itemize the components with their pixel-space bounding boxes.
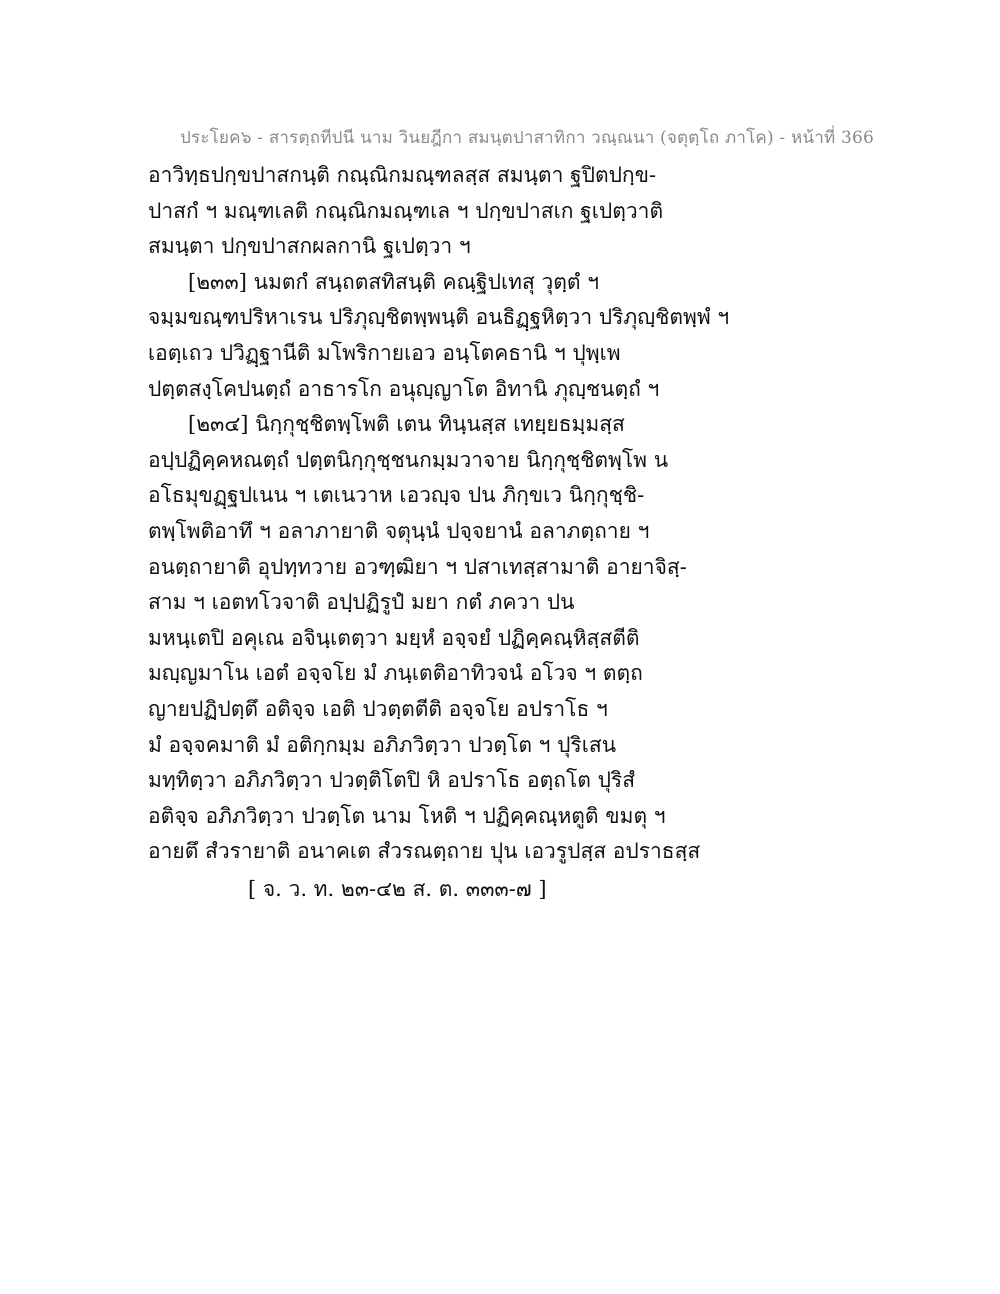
body-line: อนตฺถายาติ อุปทฺทวาย อวฑฺฒิยา ฯ ปสาเทสฺสามาติ อายาจิสฺ- [148,554,687,579]
body-line: มํ อจฺจคมาติ มํ อติกฺกมฺม อภิภวิตฺวา ปวตฺโต ฯ ปุริเสน [148,732,617,757]
body-line: อติจฺจ อภิภวิตฺวา ปวตฺโต นาม โหติ ฯ ปฏิคฺคณฺหตูติ ขมตุ ฯ [148,803,666,828]
page-header: ประโยค๖ - สารตฺถทีปนี นาม วินยฎีกา สมนฺตปาสาทิกา วณฺณนา (จตุตฺโถ ภาโค) - หน้าที่ 366 [180,128,875,148]
body-line: สมนฺตา ปกฺขปาสกผลกานิ ฐเปตฺวา ฯ [148,234,471,259]
body-line: มหนฺเตปิ อคุเณ อจินฺเตตฺวา มยฺหํ อจฺจยํ ปฏิคฺคณฺหิสฺสตีติ [148,625,640,650]
body-line-paragraph-start: [๒๓๔] นิกฺกุชฺชิตพฺโพติ เตน ทินฺนสฺส เทยฺยธมฺมสฺส [188,412,625,437]
body-line: มทฺทิตฺวา อภิภวิตฺวา ปวตฺติโตปิ หิ อปราโธ อตฺถโต ปุริสํ [148,768,636,793]
body-line: ตพฺโพติอาทึ ฯ อลาภายาติ จตุนฺนํ ปจฺจยานํ อลาภตฺถาย ฯ [148,518,650,543]
body-line: อโธมุขฏฺฐปเนน ฯ เตเนวาห เอวญฺจ ปน ภิกฺขเว นิกฺกุชฺชิ- [148,483,645,508]
body-line: ญายปฏิปตฺตึ อติจฺจ เอติ ปวตฺตตีติ อจฺจโย อปราโธ ฯ [148,696,608,721]
body-line: สาม ฯ เอตทโวจาติ อปฺปฏิรูปํ มยา กตํ ภควา ปน [148,590,575,615]
body-line: อปฺปฏิคฺคหณตฺถํ ปตฺตนิกฺกุชฺชนกมฺมวาจาย นิกฺกุชฺชิตพฺโพ น [148,447,669,472]
body-line: เอตฺเถว ปวิฏฺฐานีติ มโพริกายเอว อนฺโตคธานิ ฯ ปุพฺเพ [148,340,621,365]
body-line: ปาสกํ ฯ มณฺฑเลติ กณฺณิกมณฺฑเล ฯ ปกฺขปาสเก ฐเปตฺวาติ [148,198,664,223]
body-line: มญฺญมาโน เอตํ อจฺจโย มํ ภนฺเตติอาทิวจนํ อโวจ ฯ ตตฺถ [148,661,643,686]
body-text [148,158,848,907]
body-line: อาวิทฺธปกฺขปาสกนฺติ กณฺณิกมณฺฑลสฺส สมนฺตา ฐปิตปกฺข- [148,163,657,187]
body-line-paragraph-start: [๒๓๓] นมตกํ สนฺถตสทิสนฺติ คณฺฐิปเทสุ วุตฺตํ ฯ [188,269,600,294]
body-line: อายตึ สํวรายาติ อนาคเต สํวรณตฺถาย ปุน เอวรูปสฺส อปราธสฺส [148,839,701,864]
reference-citation: [ จ. ว. ท. ๒๓-๔๒ ส. ต. ๓๓๓-๗ ] [248,876,547,901]
body-line: จมฺมขณฺฑปริหาเรน ปริภุญฺชิตพฺพนฺติ อนธิฏฺฐหิตฺวา ปริภุญฺชิตพฺพํ ฯ [148,305,730,330]
body-line: ปตฺตสงฺโคปนตฺถํ อาธารโก อนุญฺญาโต อิทานิ ภุญฺชนตฺถํ ฯ [148,376,660,401]
